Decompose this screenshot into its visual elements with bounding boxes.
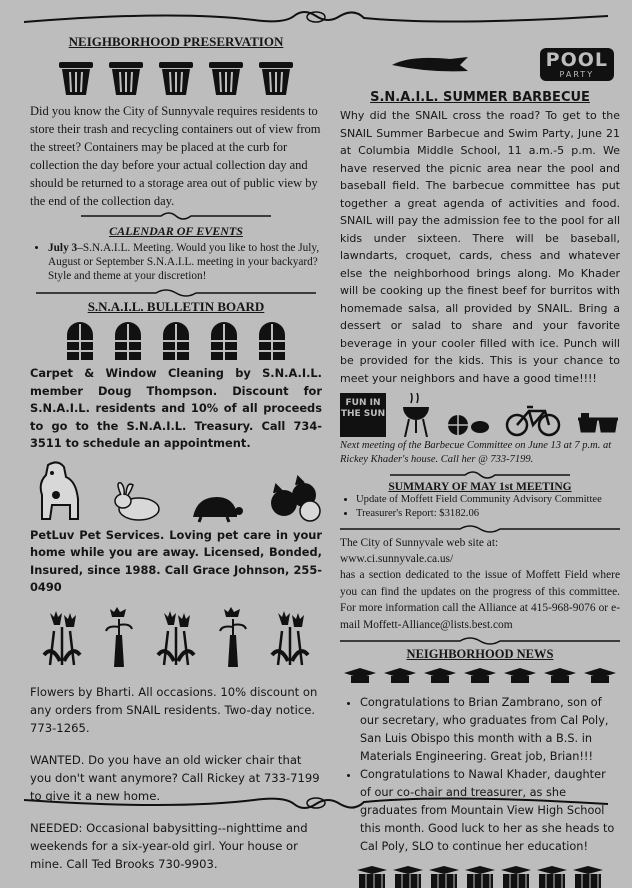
pool-logo-word: POOL [545,48,608,71]
graduation-cap-icon [344,668,376,684]
flowers-ad: Flowers by Bharti. All occasions. 10% discount on any orders from SNAIL residents. Two-day notice. 773-1265. [30,684,318,735]
left-column [30,34,322,873]
scroll-divider [340,635,620,647]
trash-can-row [30,58,322,96]
bicycle-icon [505,403,561,437]
scroll-divider [81,210,271,222]
bottom-swirl-border [24,790,608,814]
bulletin-title: S.N.A.I.L. BULLETIN BOARD [87,299,265,314]
pet-icon-row [30,459,322,523]
trash-can-icon [206,58,246,96]
calendar-list [30,241,322,283]
header-art-row [390,42,614,86]
needed-ad: NEEDED: Occasional babysitting--nighttime and weekends for a six-year-old girl. Your house or mine. Call Ted Brooks 730-9903. [30,820,308,871]
news-list [340,694,620,856]
graduates-icon [465,866,495,888]
wanted-ad: WANTED. Do you have an old wicker chair that you don't want anymore? Call Rickey at 733-7199 to give it a new home. [30,752,320,803]
website-intro: The City of Sunnyvale web site at: [340,537,499,549]
window-icon [210,321,238,361]
tulip-icon [154,607,198,667]
graduation-cap-icon [384,668,416,684]
grad-cap-row [340,668,620,684]
tulip-icon [40,607,84,667]
graduates-row [340,866,620,888]
trash-can-icon [256,58,296,96]
bbq-icon-row [340,391,620,437]
kittens-icon [268,473,322,523]
graduates-icon [429,866,459,888]
graduation-cap-icon [544,668,576,684]
window-icon [162,321,190,361]
tulip-icon [268,607,312,667]
calendar-item-text: –S.N.A.I.L. Meeting. Would you like to host the July, August or September S.N.A.I.L. meeting in your backyard? Style and theme at your discretion! [48,242,320,282]
calendar-item [48,241,322,283]
turtle-icon [187,493,243,523]
summary-item: • Update of Moffett Field Community Advisory Committee [356,493,620,507]
carpet-cleaning-ad: Carpet & Window Cleaning by S.N.A.I.L. member Doug Thompson. Discount for S.N.A.I.L. residents and 10% of all proceeds to go to the S.N.A.I.L. Treasury. Call 734-3511 to schedule an appointment. [30,366,322,450]
preservation-body: Did you know the City of Sunnyvale requires residents to store their trash and recycling containers out of view from the street? Containers may be placed at the curb for collection the day before your actual collection day and should be returned to a storage area out of public view by the end of the collection day. [30,104,321,208]
scroll-divider [390,469,570,481]
party-logo-word: PARTY [559,69,595,79]
trash-can-icon [106,58,146,96]
graduation-cap-icon [504,668,536,684]
summary-list [340,493,620,521]
calendar-item-date: July 3 [48,242,78,254]
graduates-icon [357,866,387,888]
rabbit-icon [111,479,163,523]
fun-in-the-sun-badge: FUN IN THE SUN [340,393,386,437]
news-item: • Congratulations to Brian Zambrano, son of our secretary, who graduates from Cal Poly, San Luis Obispo this month with a B.S. in Materials Engineering. Great job, Brian!!! [360,694,620,766]
graduates-icon [573,866,603,888]
scroll-divider [340,523,620,535]
flower-icon-row [30,607,322,667]
bbq-body: Why did the SNAIL cross the road? To get to the SNAIL Summer Barbecue and Swim Party, June 21 at Columbia Middle School, 11 a.m.-5 p.m. We have reserved the picnic area near the pool and baseball field. The barbecue committee has put together a great agenda of activities and food. SNAIL will pay the admission fee to the pool for all kids under sixteen. There will be baseball, lawndarts, croquet, cards, chess and whatever else the neighborhood brings along. Mo Khader will be cooking up the finest beef for burritos with homemade salsa, all provided by SNAIL. Bring a dessert or salad to share and your favorite beverage in your cooler filled with ice. Punch will be provided for the kids. This is your chance to meet your neighbors and have a good time!!!! [340,109,620,385]
preservation-title: NEIGHBORHOOD PRESERVATION [68,34,284,49]
pool-float-icon [390,53,470,75]
summary-title: SUMMARY OF MAY 1st MEETING [388,481,572,493]
calendar-title: CALENDAR OF EVENTS [109,224,243,238]
pool-party-logo [540,48,614,81]
bbq-grill-icon [401,393,431,437]
website-url[interactable]: www.ci.sunnyvale.ca.us/ [340,553,454,565]
sunglasses-icon [576,411,620,437]
website-body: has a section dedicated to the issue of Moffett Field where you can find the updates on the progress of this committee. For more information call the Alliance at 415-968-9076 or e-mail Moffett-Alliance@lists.best.com [340,569,620,631]
graduates-icon [537,866,567,888]
right-column [340,40,620,888]
summary-item: • Treasurer's Report: $3182.06 [356,507,620,521]
graduates-icon [393,866,423,888]
news-title: NEIGHBORHOOD NEWS [406,647,554,661]
window-icon [114,321,142,361]
scroll-divider [36,287,316,299]
graduation-cap-icon [424,668,456,684]
bbq-title: S.N.A.I.L. SUMMER BARBECUE [370,90,590,105]
trash-can-icon [56,58,96,96]
petluv-ad: PetLuv Pet Services. Loving pet care in your home while you are away. Licensed, Bonded, Insured, since 1988. Call Grace Johnson, 255-0490 [30,527,322,594]
bbq-next-meeting: Next meeting of the Barbecue Committee on June 13 at 7 p.m. at Rickey Khader's house. Call her @ 733-7199. [340,440,612,465]
news-item: • Congratulations to Nawal Khader, daughter of our co-chair and treasurer, as she graduates from Mountain View High School this month. Good luck to her as she heads to Cal Poly, SLO to continue her education! [360,766,620,856]
dog-icon [30,459,86,523]
window-icon [258,321,286,361]
trash-can-icon [156,58,196,96]
graduates-icon [501,866,531,888]
window-icon [66,321,94,361]
vase-flower-icon [104,607,134,667]
sports-balls-icon [446,413,490,437]
vase-flower-icon [218,607,248,667]
graduation-cap-icon [464,668,496,684]
top-swirl-border [24,6,608,30]
window-icon-row [30,321,322,361]
graduation-cap-icon [584,668,616,684]
